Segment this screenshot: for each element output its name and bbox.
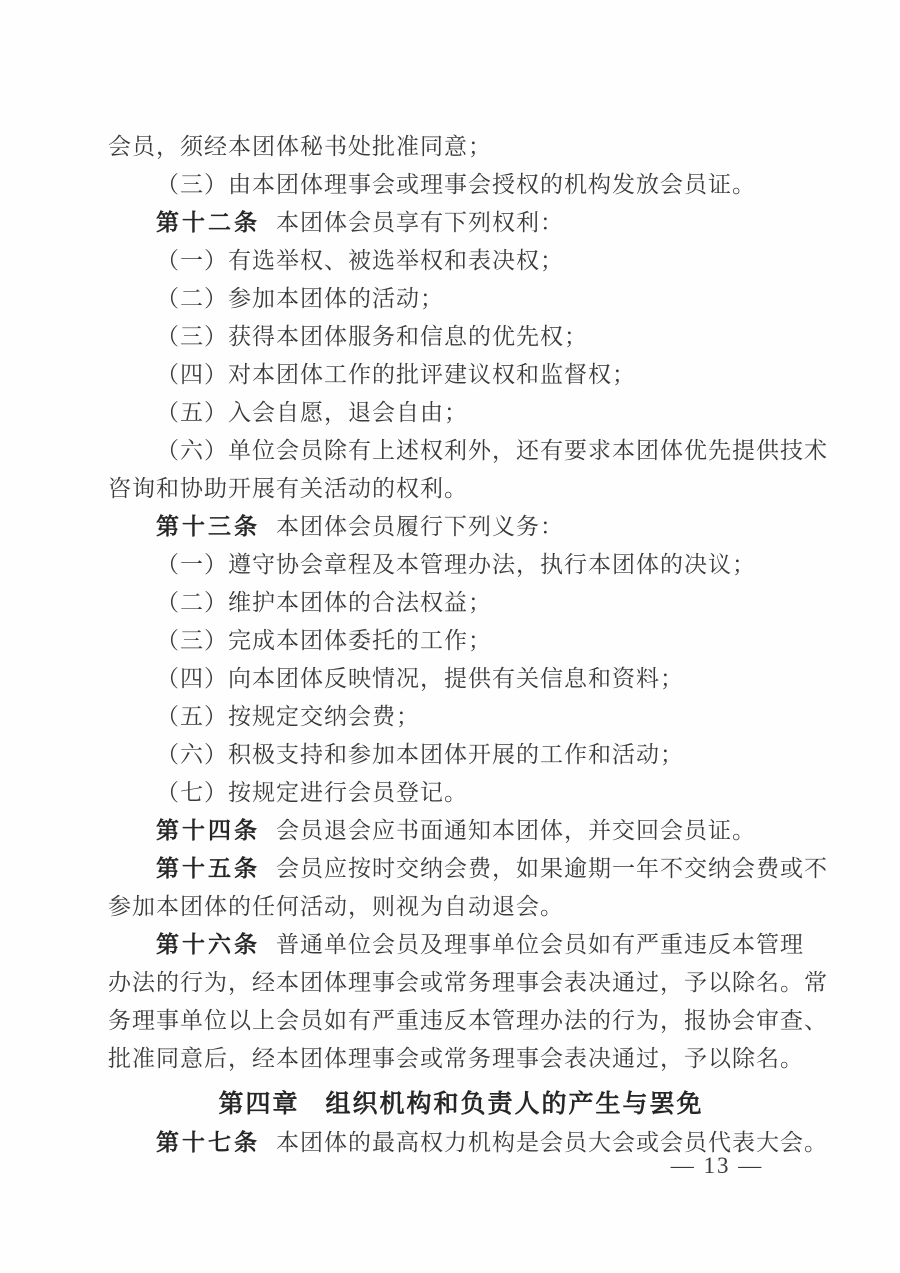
list-item: （一）有选举权、被选举权和表决权； [156,248,564,273]
article-text: 会员退会应书面通知本团体，并交回会员证。 [276,818,756,843]
article-number: 第十五条 [156,856,260,881]
body-line: 参加本团体的任何活动，则视为自动退会。 [108,894,564,919]
article-number: 第十三条 [156,514,260,539]
list-item: （二）参加本团体的活动； [156,286,444,311]
article-text: 本团体的最高权力机构是会员大会或会员代表大会。 [276,1130,828,1155]
chapter-title: 组织机构和负责人的产生与罢免 [325,1090,704,1118]
article-text: 本团体会员履行下列义务： [276,514,564,539]
article-number: 第十四条 [156,818,260,843]
article-line [108,850,828,888]
document-body [108,128,828,1162]
body-line: 会员，须经本团体秘书处批准同意； [108,134,492,159]
list-item: （四）向本团体反映情况，提供有关信息和资料； [156,666,684,691]
article-text: 本团体会员享有下列权利： [276,210,564,235]
chapter-number: 第四章 [218,1090,300,1118]
article-number: 第十六条 [156,932,260,957]
list-item: （六）积极支持和参加本团体开展的工作和活动； [156,742,684,767]
chapter-heading [108,1084,814,1124]
body-line: 咨询和协助开展有关活动的权利。 [108,476,468,501]
body-line: 批准同意后，经本团体理事会或常务理事会表决通过，予以除名。 [108,1046,804,1071]
list-item: （三）获得本团体服务和信息的优先权； [156,324,588,349]
list-item: （六）单位会员除有上述权利外，还有要求本团体优先提供技术 [156,438,828,463]
article-line [108,508,814,546]
article-line [108,926,814,964]
article-line [108,204,814,242]
page-number: — 13 — [670,1153,764,1178]
body-line: 办法的行为，经本团体理事会或常务理事会表决通过，予以除名。常 [108,970,828,995]
article-text: 会员应按时交纳会费，如果逾期一年不交纳会费或不 [276,856,828,881]
list-item: （五）按规定交纳会费； [156,704,420,729]
list-item: （三）完成本团体委托的工作； [156,628,492,653]
list-item: （四）对本团体工作的批评建议权和监督权； [156,362,636,387]
article-line [108,812,814,850]
article-text: 普通单位会员及理事单位会员如有严重违反本管理 [276,932,804,957]
article-number: 第十二条 [156,210,260,235]
list-item: （五）入会自愿，退会自由； [156,400,468,425]
list-item: （七）按规定进行会员登记。 [156,780,468,805]
body-line: 务理事单位以上会员如有严重违反本管理办法的行为，报协会审查、 [108,1008,828,1033]
list-item: （三）由本团体理事会或理事会授权的机构发放会员证。 [156,172,756,197]
list-item: （二）维护本团体的合法权益； [156,590,492,615]
article-number: 第十七条 [156,1130,260,1155]
list-item: （一）遵守协会章程及本管理办法，执行本团体的决议； [156,552,756,577]
